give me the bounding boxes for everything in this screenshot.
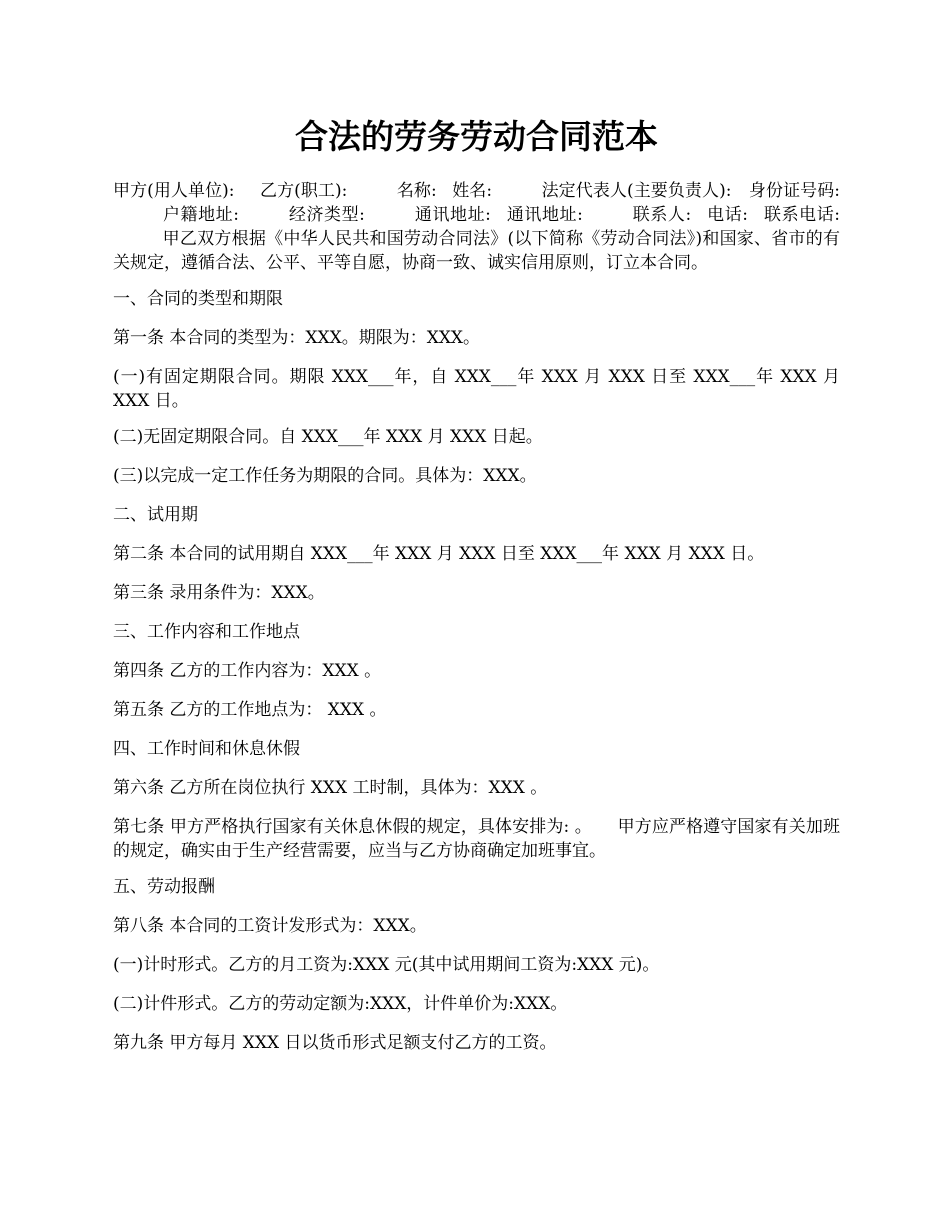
section-heading-work-hours: 四、工作时间和休息休假	[113, 739, 300, 759]
article-4: 第四条 乙方的工作内容为：XXX 。	[113, 661, 382, 681]
section-heading-work-content: 三、工作内容和工作地点	[113, 622, 300, 642]
document-page	[113, 112, 840, 1070]
field-mailing-address-b: 通讯地址:	[506, 205, 583, 225]
field-mailing-address-a: 通讯地址:	[414, 205, 491, 225]
article-8: 第八条 本合同的工资计发形式为：XXX。	[113, 916, 427, 936]
section-heading-probation: 二、试用期	[113, 505, 198, 525]
article-6: 第六条 乙方所在岗位执行 XXX 工时制，具体为：XXX 。	[113, 778, 548, 798]
field-id-number: 身份证号码:	[748, 181, 841, 201]
field-contact-person: 联系人:	[632, 205, 692, 225]
field-person-name: 姓名:	[452, 181, 493, 201]
document-title: 合法的劳务劳动合同范本	[295, 117, 658, 156]
article-9: 第九条 甲方每月 XXX 日以货币形式足额支付乙方的工资。	[113, 1033, 557, 1053]
article-3: 第三条 录用条件为：XXX。	[113, 583, 325, 603]
field-contact-phone: 联系电话:	[764, 205, 840, 225]
field-household-address: 户籍地址:	[162, 205, 239, 225]
field-party-b: 乙方(职工):	[260, 181, 348, 201]
article-5: 第五条 乙方的工作地点为： XXX 。	[113, 700, 387, 720]
section-heading-remuneration: 五、劳动报酬	[113, 877, 215, 897]
clause-fixed-term: (一)有固定期限合同。期限 XXX___年，自 XXX___年 XXX 月 XXX 日至 XXX___年 XXX 月 XXX 日。	[113, 367, 840, 411]
section-heading-contract-type: 一、合同的类型和期限	[113, 289, 283, 309]
field-phone: 电话:	[707, 205, 749, 225]
field-legal-rep: 法定代表人(主要负责人):	[541, 181, 732, 201]
clause-time-based-pay: (一)计时形式。乙方的月工资为:XXX 元(其中试用期间工资为:XXX 元)。	[113, 955, 660, 975]
field-name: 名称:	[396, 181, 437, 201]
clause-open-ended: (二)无固定期限合同。自 XXX___年 XXX 月 XXX 日起。	[113, 427, 543, 447]
preamble-text: 甲乙双方根据《中华人民共和国劳动合同法》(以下简称《劳动合同法》)和国家、省市的有关规定，遵循合法、公平、平等自愿，协商一致、诚实信用原则，订立本合同。	[113, 229, 841, 273]
article-7: 第七条 甲方严格执行国家有关休息休假的规定，具体安排为: 。 甲方应严格遵守国家有关加班的规定，确实由于生产经营需要，应当与乙方协商确定加班事宜。	[113, 817, 840, 861]
field-economic-type: 经济类型:	[288, 205, 365, 225]
clause-piece-rate-pay: (二)计件形式。乙方的劳动定额为:XXX，计件单价为:XXX。	[113, 994, 568, 1014]
article-2: 第二条 本合同的试用期自 XXX___年 XXX 月 XXX 日至 XXX___年 XXX 月 XXX 日。	[113, 544, 765, 564]
field-party-a: 甲方(用人单位):	[113, 181, 235, 201]
intro-paragraph	[113, 179, 840, 275]
article-1: 第一条 本合同的类型为：XXX。期限为：XXX。	[113, 328, 481, 348]
clause-task-based: (三)以完成一定工作任务为期限的合同。具体为：XXX。	[113, 466, 537, 486]
